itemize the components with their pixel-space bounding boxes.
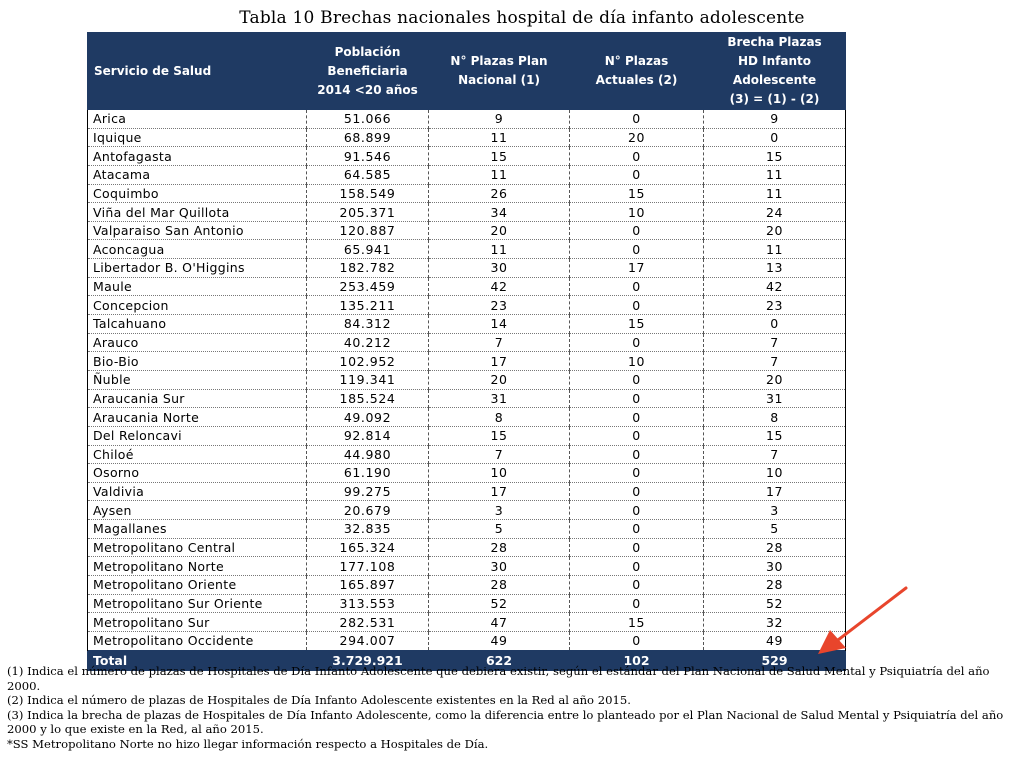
plazas-plan-cell: 11	[429, 128, 570, 147]
table-header-row	[88, 33, 846, 110]
plazas-actuales-cell: 0	[570, 482, 704, 501]
servicio-cell: Metropolitano Occidente	[88, 631, 307, 650]
table-row	[88, 147, 846, 166]
table-row	[88, 221, 846, 240]
poblacion-cell: 165.324	[307, 538, 429, 557]
table-row	[88, 501, 846, 520]
brecha-cell: 15	[704, 147, 846, 166]
servicio-cell: Ñuble	[88, 370, 307, 389]
brecha-cell: 52	[704, 594, 846, 613]
poblacion-cell: 177.108	[307, 557, 429, 576]
brecha-cell: 42	[704, 277, 846, 296]
table-row	[88, 594, 846, 613]
plazas-actuales-cell: 0	[570, 408, 704, 427]
plazas-actuales-cell: 17	[570, 259, 704, 278]
plazas-actuales-cell: 0	[570, 147, 704, 166]
poblacion-cell: 44.980	[307, 445, 429, 464]
plazas-actuales-cell: 0	[570, 631, 704, 650]
plazas-plan-cell: 47	[429, 613, 570, 632]
poblacion-cell: 119.341	[307, 370, 429, 389]
brecha-cell: 13	[704, 259, 846, 278]
table-row	[88, 631, 846, 650]
plazas-plan-cell: 3	[429, 501, 570, 520]
table-row	[88, 576, 846, 595]
plazas-plan-cell: 9	[429, 110, 570, 129]
brecha-cell: 28	[704, 538, 846, 557]
brecha-cell: 8	[704, 408, 846, 427]
brecha-cell: 15	[704, 426, 846, 445]
plazas-plan-cell: 17	[429, 352, 570, 371]
table-row	[88, 277, 846, 296]
plazas-plan-cell: 15	[429, 426, 570, 445]
brecha-cell: 7	[704, 352, 846, 371]
plazas-plan-cell: 52	[429, 594, 570, 613]
plazas-actuales-cell: 0	[570, 296, 704, 315]
plazas-plan-cell: 20	[429, 370, 570, 389]
brecha-cell: 20	[704, 221, 846, 240]
table-row	[88, 482, 846, 501]
servicio-cell: Osorno	[88, 464, 307, 483]
plazas-plan-cell: 11	[429, 165, 570, 184]
plazas-actuales-cell: 0	[570, 538, 704, 557]
brecha-cell: 28	[704, 576, 846, 595]
poblacion-cell: 313.553	[307, 594, 429, 613]
plazas-actuales-cell: 0	[570, 370, 704, 389]
servicio-cell: Chiloé	[88, 445, 307, 464]
plazas-plan-cell: 8	[429, 408, 570, 427]
table-row	[88, 296, 846, 315]
brecha-cell: 10	[704, 464, 846, 483]
plazas-actuales-cell: 15	[570, 613, 704, 632]
plazas-plan-cell: 7	[429, 333, 570, 352]
plazas-plan-cell: 10	[429, 464, 570, 483]
servicio-cell: Coquimbo	[88, 184, 307, 203]
plazas-actuales-cell: 0	[570, 333, 704, 352]
table-row	[88, 333, 846, 352]
header-plazas-actuales: N° Plazas Actuales (2)	[570, 33, 704, 110]
servicio-cell: Metropolitano Sur	[88, 613, 307, 632]
table-row	[88, 464, 846, 483]
poblacion-cell: 61.190	[307, 464, 429, 483]
poblacion-cell: 135.211	[307, 296, 429, 315]
servicio-cell: Aconcagua	[88, 240, 307, 259]
poblacion-cell: 51.066	[307, 110, 429, 129]
brecha-cell: 23	[704, 296, 846, 315]
table-row	[88, 538, 846, 557]
plazas-plan-cell: 49	[429, 631, 570, 650]
plazas-plan-cell: 7	[429, 445, 570, 464]
brecha-cell: 3	[704, 501, 846, 520]
brecha-cell: 17	[704, 482, 846, 501]
poblacion-cell: 205.371	[307, 203, 429, 222]
poblacion-cell: 91.546	[307, 147, 429, 166]
plazas-actuales-cell: 0	[570, 557, 704, 576]
table-row	[88, 259, 846, 278]
servicio-cell: Talcahuano	[88, 315, 307, 334]
poblacion-cell: 253.459	[307, 277, 429, 296]
servicio-cell: Iquique	[88, 128, 307, 147]
brecha-cell: 0	[704, 315, 846, 334]
plazas-plan-cell: 5	[429, 520, 570, 539]
poblacion-cell: 99.275	[307, 482, 429, 501]
poblacion-cell: 92.814	[307, 426, 429, 445]
poblacion-cell: 65.941	[307, 240, 429, 259]
plazas-actuales-cell: 0	[570, 501, 704, 520]
brecha-cell: 32	[704, 613, 846, 632]
servicio-cell: Metropolitano Oriente	[88, 576, 307, 595]
brecha-cell: 11	[704, 184, 846, 203]
footnote-3: (3) Indica la brecha de plazas de Hospitales de Día Infanto Adolescente, como la diferencia entre lo planteado por el Plan Nacional de Salud Mental y Psiquiatría del año 2000 y lo que existe en la Red, al año 2015.	[7, 707, 1004, 737]
poblacion-cell: 32.835	[307, 520, 429, 539]
brecha-cell: 7	[704, 333, 846, 352]
header-plazas-plan: N° Plazas Plan Nacional (1)	[429, 33, 570, 110]
table-title: Tabla 10 Brechas nacionales hospital de día infanto adolescente	[239, 8, 805, 28]
poblacion-cell: 102.952	[307, 352, 429, 371]
plazas-actuales-cell: 0	[570, 221, 704, 240]
plazas-actuales-cell: 15	[570, 315, 704, 334]
total-poblacion: 3.729.921	[307, 650, 429, 670]
table-row	[88, 110, 846, 129]
servicio-cell: Antofagasta	[88, 147, 307, 166]
poblacion-cell: 158.549	[307, 184, 429, 203]
servicio-cell: Arica	[88, 110, 307, 129]
table-row	[88, 128, 846, 147]
servicio-cell: Bio-Bio	[88, 352, 307, 371]
servicio-cell: Metropolitano Norte	[88, 557, 307, 576]
brecha-cell: 5	[704, 520, 846, 539]
plazas-plan-cell: 11	[429, 240, 570, 259]
plazas-actuales-cell: 0	[570, 389, 704, 408]
footnote-2: (2) Indica el número de plazas de Hospitales de Día Infanto Adolescente existentes en la Red al año 2015.	[7, 693, 631, 708]
header-poblacion: Población Beneficiaria 2014 <20 años	[307, 33, 429, 110]
table-row	[88, 165, 846, 184]
table-row	[88, 426, 846, 445]
servicio-cell: Valdivia	[88, 482, 307, 501]
servicio-cell: Aysen	[88, 501, 307, 520]
plazas-plan-cell: 28	[429, 538, 570, 557]
brecha-cell: 31	[704, 389, 846, 408]
table-row	[88, 370, 846, 389]
plazas-plan-cell: 17	[429, 482, 570, 501]
plazas-actuales-cell: 0	[570, 445, 704, 464]
plazas-plan-cell: 34	[429, 203, 570, 222]
table-row	[88, 557, 846, 576]
poblacion-cell: 294.007	[307, 631, 429, 650]
servicio-cell: Concepcion	[88, 296, 307, 315]
plazas-actuales-cell: 0	[570, 277, 704, 296]
gap-table	[87, 32, 846, 671]
plazas-actuales-cell: 0	[570, 165, 704, 184]
servicio-cell: Del Reloncavi	[88, 426, 307, 445]
table-row	[88, 408, 846, 427]
servicio-cell: Arauco	[88, 333, 307, 352]
table-row	[88, 389, 846, 408]
poblacion-cell: 40.212	[307, 333, 429, 352]
poblacion-cell: 20.679	[307, 501, 429, 520]
brecha-cell: 20	[704, 370, 846, 389]
plazas-plan-cell: 42	[429, 277, 570, 296]
poblacion-cell: 182.782	[307, 259, 429, 278]
total-plazas-actuales: 102	[570, 650, 704, 670]
brecha-cell: 9	[704, 110, 846, 129]
plazas-actuales-cell: 0	[570, 520, 704, 539]
footnote-1: (1) Indica el número de plazas de Hospitales de Día Infanto Adolescente que debiera existir, según el estándar del Plan Nacional de Salud Mental y Psiquiatría del año 2000.	[7, 664, 990, 693]
servicio-cell: Araucania Norte	[88, 408, 307, 427]
total-brecha: 529	[704, 650, 846, 670]
table-row	[88, 445, 846, 464]
poblacion-cell: 84.312	[307, 315, 429, 334]
poblacion-cell: 64.585	[307, 165, 429, 184]
plazas-plan-cell: 28	[429, 576, 570, 595]
table-row	[88, 613, 846, 632]
header-brecha: Brecha Plazas HD Infanto Adolescente (3) = (1) - (2)	[704, 33, 846, 110]
plazas-actuales-cell: 0	[570, 426, 704, 445]
brecha-cell: 24	[704, 203, 846, 222]
plazas-actuales-cell: 15	[570, 184, 704, 203]
servicio-cell: Metropolitano Central	[88, 538, 307, 557]
brecha-cell: 30	[704, 557, 846, 576]
brecha-cell: 11	[704, 165, 846, 184]
servicio-cell: Libertador B. O'Higgins	[88, 259, 307, 278]
poblacion-cell: 68.899	[307, 128, 429, 147]
plazas-actuales-cell: 0	[570, 576, 704, 595]
servicio-cell: Maule	[88, 277, 307, 296]
servicio-cell: Atacama	[88, 165, 307, 184]
plazas-actuales-cell: 0	[570, 110, 704, 129]
total-label: Total	[88, 650, 307, 670]
footnotes	[7, 664, 1019, 752]
table-row	[88, 184, 846, 203]
plazas-plan-cell: 20	[429, 221, 570, 240]
plazas-plan-cell: 31	[429, 389, 570, 408]
servicio-cell: Araucania Sur	[88, 389, 307, 408]
total-plazas-plan: 622	[429, 650, 570, 670]
header-servicio: Servicio de Salud	[88, 33, 307, 110]
poblacion-cell: 185.524	[307, 389, 429, 408]
table-row	[88, 203, 846, 222]
plazas-plan-cell: 23	[429, 296, 570, 315]
plazas-actuales-cell: 0	[570, 464, 704, 483]
poblacion-cell: 49.092	[307, 408, 429, 427]
table-row	[88, 315, 846, 334]
table-row	[88, 520, 846, 539]
footnote-4: *SS Metropolitano Norte no hizo llegar información respecto a Hospitales de Día.	[7, 736, 489, 751]
poblacion-cell: 282.531	[307, 613, 429, 632]
poblacion-cell: 165.897	[307, 576, 429, 595]
plazas-actuales-cell: 10	[570, 352, 704, 371]
plazas-plan-cell: 30	[429, 557, 570, 576]
plazas-actuales-cell: 0	[570, 594, 704, 613]
brecha-cell: 11	[704, 240, 846, 259]
plazas-actuales-cell: 20	[570, 128, 704, 147]
plazas-plan-cell: 15	[429, 147, 570, 166]
brecha-cell: 49	[704, 631, 846, 650]
servicio-cell: Magallanes	[88, 520, 307, 539]
servicio-cell: Valparaiso San Antonio	[88, 221, 307, 240]
plazas-plan-cell: 26	[429, 184, 570, 203]
plazas-actuales-cell: 0	[570, 240, 704, 259]
table-row	[88, 240, 846, 259]
brecha-cell: 0	[704, 128, 846, 147]
poblacion-cell: 120.887	[307, 221, 429, 240]
brecha-cell: 7	[704, 445, 846, 464]
plazas-plan-cell: 30	[429, 259, 570, 278]
plazas-actuales-cell: 10	[570, 203, 704, 222]
servicio-cell: Metropolitano Sur Oriente	[88, 594, 307, 613]
servicio-cell: Viña del Mar Quillota	[88, 203, 307, 222]
table-row	[88, 352, 846, 371]
plazas-plan-cell: 14	[429, 315, 570, 334]
